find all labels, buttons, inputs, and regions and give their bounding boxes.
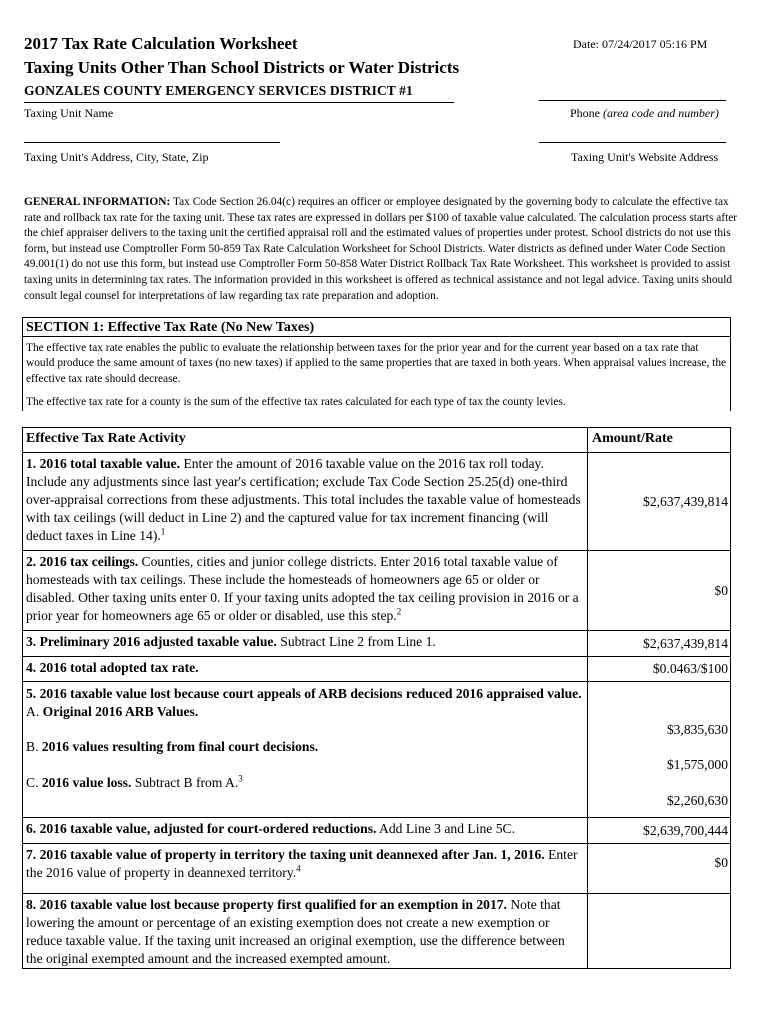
section1-description [23,337,730,411]
section1-desc-2: The effective tax rate for a county is the sum of the effective tax rates calculated for each type of tax the county levies. [26,396,566,409]
line5c-footnote: 3 [238,773,243,784]
line7-title: 7. 2016 taxable value of property in territory the taxing unit deannexed after Jan. 1, 2016. [26,847,545,862]
general-info-heading: GENERAL INFORMATION: [24,196,171,208]
line8-description [23,894,588,968]
address-label: Taxing Unit's Address, City, State, Zip [24,150,209,164]
line2-value: $0 [714,582,728,598]
col-activity-header: Effective Tax Rate Activity [23,428,588,452]
line1-text: Enter the amount of 2016 taxable value on the 2016 tax roll today. Include any adjustments since last year's certification; exclude Tax Code Section 25.25(d) one-third over-appraisal corrections from these adjustments. This total includes the taxable value of homesteads with tax ceilings (will deduct in Line 2) and the captured value for tax increment financing (will deduct taxes in Line 14). [26,456,581,543]
line1-title: 1. 2016 total taxable value. [26,456,181,471]
general-information [24,195,744,304]
line6-value: $2,639,700,444 [643,822,728,838]
line8-title: 8. 2016 taxable value lost because property first qualified for an exemption in 2017. [26,897,507,912]
line5c-extra: Subtract B from A. [131,775,239,790]
line3-description [23,631,588,656]
line6-title: 6. 2016 taxable value, adjusted for court-ordered reductions. [26,821,377,836]
line2-title: 2. 2016 tax ceilings. [26,554,139,569]
phone-label-hint: (area code and number) [603,106,719,120]
line4-title: 4. 2016 total adopted tax rate. [26,660,199,675]
website-underline [539,142,726,143]
district-name: GONZALES COUNTY EMERGENCY SERVICES DISTRICT #1 [24,83,413,98]
line2-footnote: 2 [396,606,402,617]
line7-footnote: 4 [296,863,301,874]
line3-title: 3. Preliminary 2016 adjusted taxable value. [26,634,277,649]
line5b-text [26,738,584,756]
line7-value: $0 [714,855,728,870]
line3-text: Subtract Line 2 from Line 1. [276,634,436,649]
table-row-line8 [23,893,730,969]
address-underline [24,142,280,143]
table-header-row [23,427,730,452]
section1-desc-1: The effective tax rate enables the public to evaluate the relationship between taxes for the prior year and for the current year based on a tax rate that would produce the same amount of taxes (no new taxes) if applied to the same properties that are taxed in both years. When appraisal values increase, the effective tax rate should decrease. [26,342,727,385]
line1-value: $2,637,439,814 [643,493,728,509]
table-row-line4 [23,656,730,681]
phone-underline [539,100,726,101]
line5-title: 5. 2016 taxable value lost because court appeals of ARB decisions reduced 2016 appraised value. [26,686,582,701]
table-row-line1 [23,452,730,550]
line6-description [23,818,588,843]
line7-text: Enter the 2016 value of property in deannexed territory. [26,847,578,880]
line5c-prefix: C. [26,775,42,790]
line4-value: $0.0463/$100 [652,661,728,676]
line8-value [588,894,730,968]
line5a-value: $3,835,630 [666,722,728,737]
line5b-title: 2016 values resulting from final court decisions. [41,739,319,754]
section1-heading: SECTION 1: Effective Tax Rate (No New Taxes) [23,317,730,337]
form-date: Date: 07/24/2017 05:16 PM [573,37,708,51]
table-row-line7 [23,843,730,893]
section1-block [22,317,731,411]
line7-description [23,844,588,893]
line8-text: Note that lowering the amount or percentage of an existing exemption does not create a new exemption or reduce taxable value. If the taxing unit increased an original exemption, use the difference between the original exempted amount and the increased exempted amount. [26,897,565,966]
line5b-prefix: B. [26,739,42,754]
line1-footnote: 1 [160,526,166,537]
line5c-title: 2016 value loss. [41,775,132,790]
col-amount-header: Amount/Rate [592,431,673,446]
general-info-text: Tax Code Section 26.04(c) requires an officer or employee designated by the governing body to calculate the effective tax rate and rollback tax rate for the taxing unit. These tax rates are expressed in dollars per $100 of taxable value calculated. The calculation process starts after the chief appraiser delivers to the taxing unit the certified appraisal roll and the estimated values of properties under protest. School districts do not use this form, but instead use Comptroller Form 50-859 Tax Rate Calculation Worksheet for School Districts. Water districts as defined under Water Code Section 49.001(1) do not use this form, but instead use Comptroller Form 50-858 Water District Rollback Tax Rate Worksheet. This worksheet is provided to assist taxing units in determining tax rates. The information provided in this worksheet is offered as technical assistance and not legal advice. Taxing units should consult legal counsel for interpretations of law regarding tax rate preparation and adoption. [24,196,738,302]
line4-description [23,657,588,681]
line5a-text [26,703,584,721]
name-underline [24,102,454,103]
form-title: 2017 Tax Rate Calculation Worksheet [24,34,298,53]
phone-label [570,106,719,121]
line1-description [23,453,588,550]
line5-description [23,682,588,817]
line5-values [588,682,730,817]
line3-value: $2,637,439,814 [643,635,728,651]
line2-description [23,551,588,630]
table-row-line3 [23,630,730,656]
table-row-line6 [23,817,730,843]
website-label: Taxing Unit's Website Address [571,150,719,164]
line5a-title: Original 2016 ARB Values. [42,704,199,719]
line6-text: Add Line 3 and Line 5C. [376,821,515,836]
line5b-value: $1,575,000 [666,757,728,772]
line2-text: Counties, cities and junior college districts. Enter 2016 total taxable value of homesteads with tax ceilings. These include the homesteads of homeowners age 65 or older or disabled. Other taxing units enter 0. If your taxing units adopted the tax ceiling provision in 2016 or a prior year for homeowners age 65 or older or disabled, use this step. [26,554,579,623]
table-row-line2 [23,550,730,630]
taxing-unit-name-label: Taxing Unit Name [24,106,114,120]
table-row-line5 [23,681,730,817]
line5c-value: $2,260,630 [666,793,728,808]
effective-tax-rate-table [22,427,731,969]
form-subtitle: Taxing Units Other Than School Districts or Water Districts [24,58,460,77]
line5a-prefix: A. [26,704,43,719]
phone-label-text: Phone [570,106,600,120]
line5c-text [26,774,584,792]
